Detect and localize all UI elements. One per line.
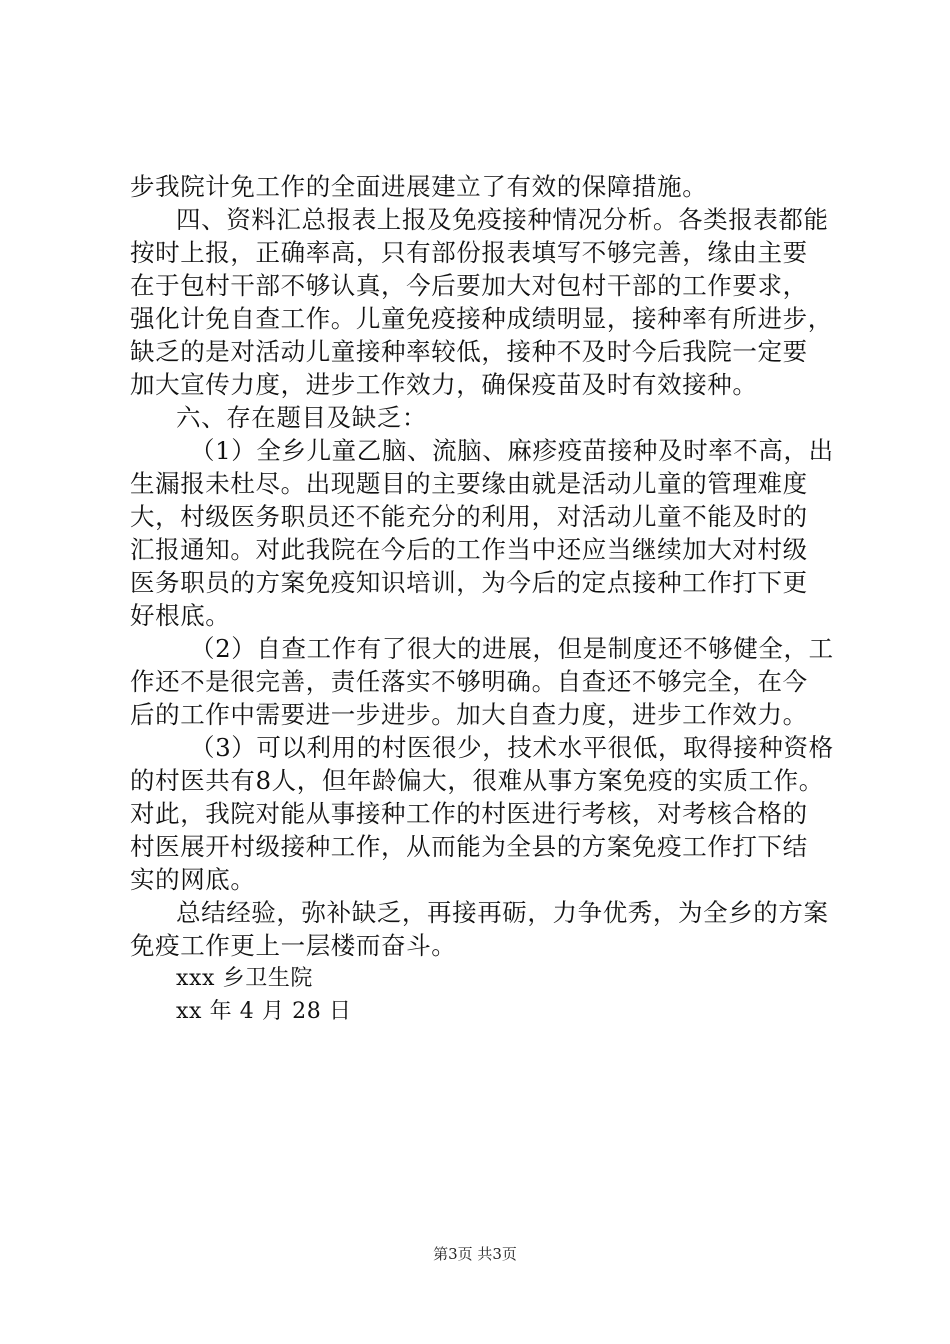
section-heading-6: 六、存在题目及缺乏： [176, 403, 427, 432]
paragraph-line: 医务职员的方案免疫知识培训，为今后的定点接种工作打下更 [130, 568, 808, 597]
paragraph-line: 汇报通知。对此我院在今后的工作当中还应当继续加大对村级 [130, 535, 808, 564]
list-item-2: （2）自查工作有了很大的进展，但是制度还不够健全，工 [190, 634, 834, 663]
paragraph-line: 步我院计免工作的全面进展建立了有效的保障措施。 [130, 172, 708, 201]
paragraph-line: 加大宣传力度，进步工作效力，确保疫苗及时有效接种。 [130, 370, 758, 399]
document-body [130, 170, 834, 1028]
paragraph-line: 生漏报未杜尽。出现题目的主要缘由就是活动儿童的管理难度 [130, 469, 808, 498]
paragraph-line: 强化计免自查工作。儿童免疫接种成绩明显，接种率有所进步， [130, 304, 833, 333]
paragraph-line: 实的网底。 [130, 865, 256, 894]
paragraph-line: 缺乏的是对活动儿童接种率较低，接种不及时今后我院一定要 [130, 337, 808, 366]
paragraph-line: 好根底。 [130, 601, 231, 630]
paragraph-line: 村医展开村级接种工作，从而能为全县的方案免疫工作打下结 [130, 832, 808, 861]
paragraph-line: 的村医共有8人，但年龄偏大，很难从事方案免疫的实质工作。 [130, 766, 824, 795]
conclusion-line: 总结经验，弥补缺乏，再接再砺，力争优秀，为全乡的方案 [176, 898, 829, 927]
paragraph-line: 大，村级医务职员还不能充分的利用，对活动儿童不能及时的 [130, 502, 808, 531]
paragraph-line: 作还不是很完善，责任落实不够明确。自查还不够完全，在今 [130, 667, 808, 696]
paragraph-line: 免疫工作更上一层楼而奋斗。 [130, 931, 457, 960]
paragraph-line: 在于包村干部不够认真，今后要加大对包村干部的工作要求， [130, 271, 808, 300]
paragraph-line: 对此，我院对能从事接种工作的村医进行考核，对考核合格的 [130, 799, 808, 828]
paragraph-line: 后的工作中需要进一步进步。加大自查力度，进步工作效力。 [130, 700, 808, 729]
paragraph-line: 按时上报，正确率高，只有部份报表填写不够完善，缘由主要 [130, 238, 808, 267]
page-number-footer: 第3页 共3页 [433, 1245, 517, 1263]
section-heading-4: 四、资料汇总报表上报及免疫接种情况分析。各类报表都能 [176, 205, 829, 234]
list-item-1: （1）全乡儿童乙脑、流脑、麻疹疫苗接种及时率不高，出 [190, 436, 834, 465]
list-item-3: （3）可以利用的村医很少，技术水平很低，取得接种资格 [190, 733, 834, 762]
signature-organization: xxx 乡卫生院 [176, 966, 314, 991]
signature-date: xx 年 4 月 28 日 [176, 999, 352, 1024]
